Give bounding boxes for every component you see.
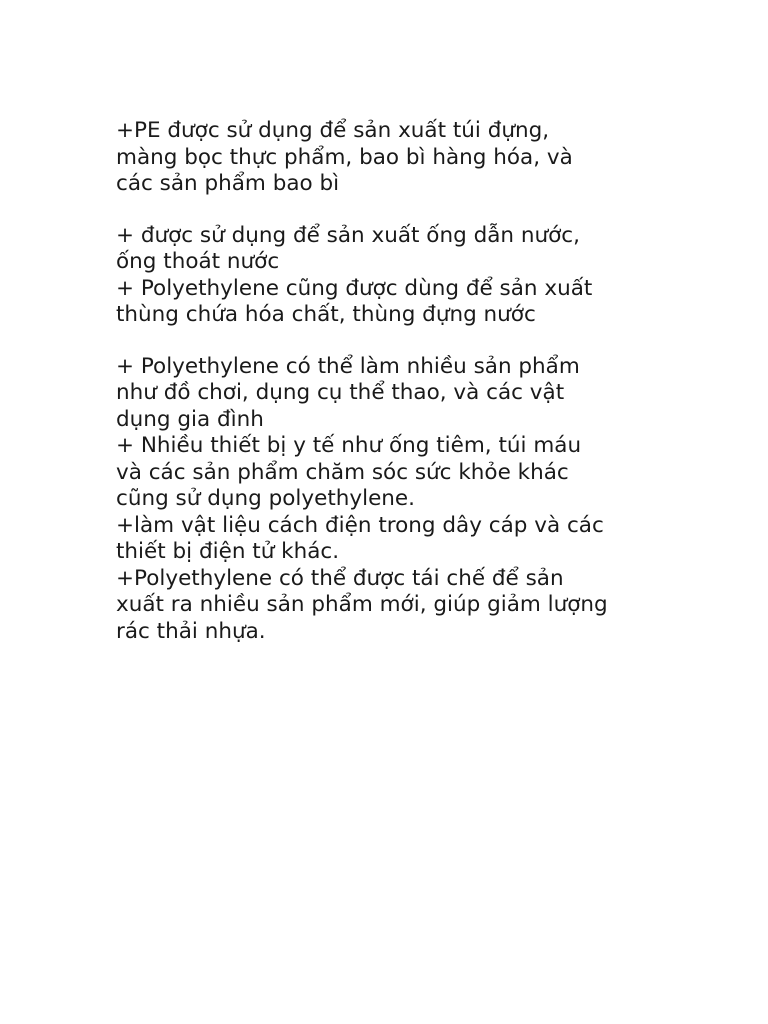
paragraph-pe-packaging bbox=[116, 118, 676, 198]
paragraph-medical bbox=[116, 433, 676, 513]
paragraph-spacer bbox=[116, 198, 676, 223]
text-line: + Polyethylene cũng được dùng để sản xuất bbox=[116, 275, 593, 301]
paragraph-containers bbox=[116, 276, 676, 329]
text-line: +PE được sử dụng để sản xuất túi đựng, bbox=[116, 118, 550, 143]
text-line: + Nhiều thiết bị y tế như ống tiêm, túi máu bbox=[116, 433, 582, 458]
text-line: ống thoát nước bbox=[116, 249, 280, 274]
text-line: +Polyethylene có thể được tái chế để sản bbox=[116, 565, 564, 591]
paragraph-pipes bbox=[116, 223, 676, 276]
text-line: và các sản phẩm chăm sóc sức khỏe khác bbox=[116, 459, 569, 485]
paragraph-recycling bbox=[116, 566, 676, 646]
text-line: +làm vật liệu cách điện trong dây cáp và các bbox=[116, 512, 604, 538]
text-line: xuất ra nhiều sản phẩm mới, giúp giảm lượng bbox=[116, 592, 608, 617]
text-line: rác thải nhựa. bbox=[116, 618, 266, 644]
text-line: thiết bị điện tử khác. bbox=[116, 539, 340, 564]
paragraph-spacer bbox=[116, 329, 676, 354]
text-line: màng bọc thực phẩm, bao bì hàng hóa, và bbox=[116, 144, 573, 170]
text-line: các sản phẩm bao bì bbox=[116, 171, 340, 196]
text-line: + được sử dụng để sản xuất ống dẫn nước, bbox=[116, 222, 580, 248]
text-line: thùng chứa hóa chất, thùng đựng nước bbox=[116, 302, 536, 327]
text-line: dụng gia đình bbox=[116, 406, 264, 432]
document-body bbox=[116, 118, 676, 645]
text-line: cũng sử dụng polyethylene. bbox=[116, 486, 415, 511]
text-line: như đồ chơi, dụng cụ thể thao, và các vật bbox=[116, 380, 565, 405]
text-line: + Polyethylene có thể làm nhiều sản phẩm bbox=[116, 353, 580, 379]
paragraph-household-products bbox=[116, 354, 676, 434]
paragraph-insulation bbox=[116, 513, 676, 566]
